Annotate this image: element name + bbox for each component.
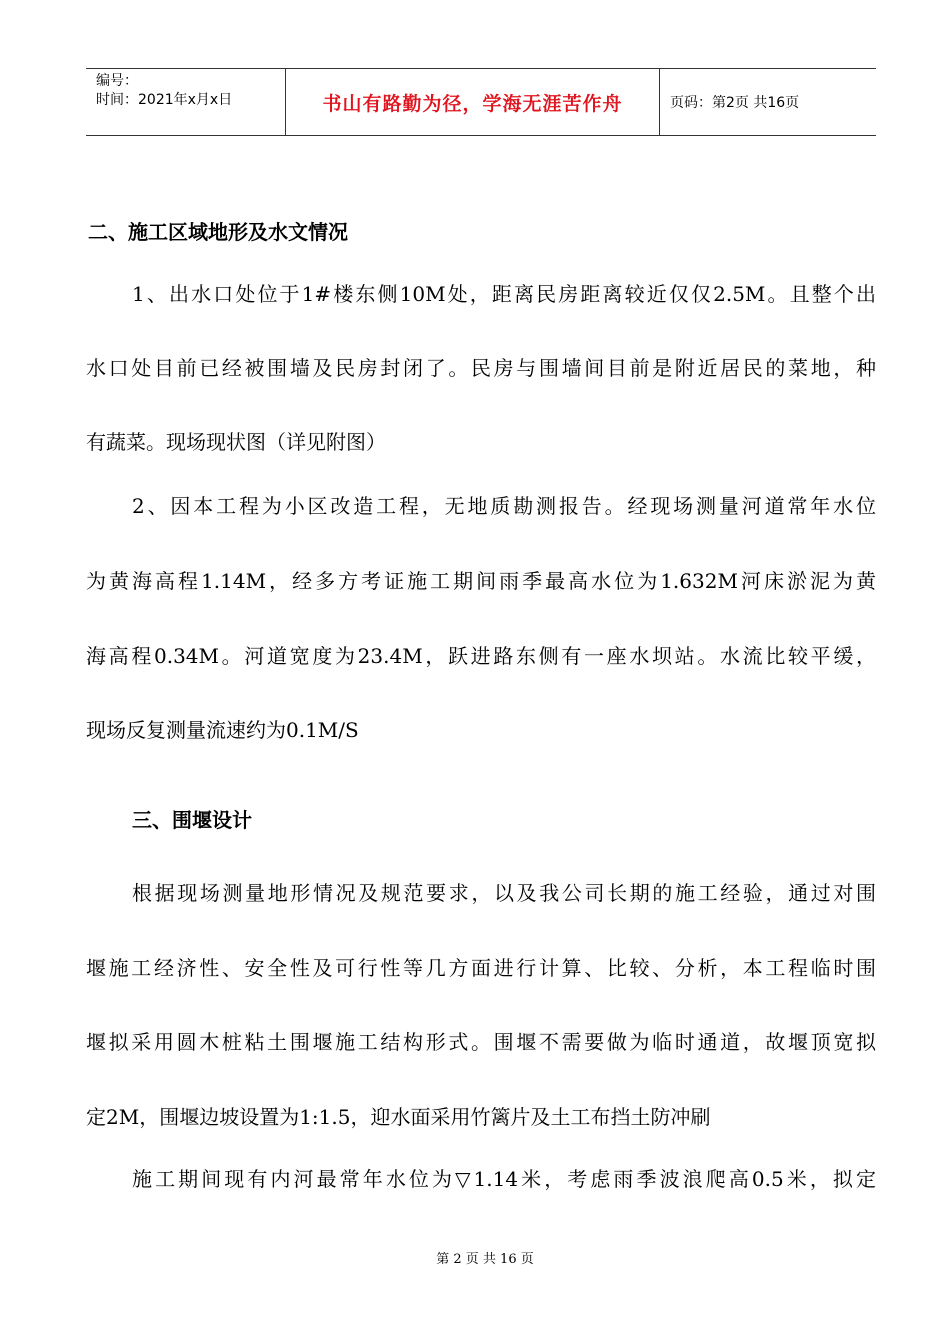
section-3-line-2: 堰施工经济性、安全性及可行性等几方面进行计算、比较、分析，本工程临时围: [86, 956, 876, 980]
section-2-line-2: 水口处目前已经被围墙及民房封闭了。民房与围墙间目前是附近居民的菜地，种: [86, 356, 876, 380]
document-time-label: 时间：2021年x月x日: [96, 92, 233, 108]
section-2-line-7: 现场反复测量流速约为0.1M/S: [86, 718, 359, 742]
section-2-line-4: 2、因本工程为小区改造工程，无地质勘测报告。经现场测量河道常年水位: [132, 494, 876, 518]
section-3-line-1: 根据现场测量地形情况及规范要求，以及我公司长期的施工经验，通过对围: [132, 881, 876, 905]
document-number-label: 编号：: [96, 73, 138, 89]
page-footer: 第 2 页 共 16 页: [436, 1252, 534, 1267]
page-header: [86, 68, 876, 136]
section-2-heading: 二、施工区域地形及水文情况: [88, 220, 348, 244]
header-motto: 书山有路勤为径，学海无涯苦作舟: [286, 69, 660, 135]
section-3-line-4: 定2M，围堰边坡设置为1:1.5，迎水面采用竹篱片及土工布挡土防冲刷: [86, 1105, 711, 1129]
section-2-line-6: 海高程0.34M。河道宽度为23.4M，跃进路东侧有一座水坝站。水流比较平缓，: [86, 644, 876, 668]
section-2-line-1: 1、出水口处位于1#楼东侧10M处，距离民房距离较近仅仅2.5M。且整个出: [132, 282, 876, 306]
section-3-line-5: 施工期间现有内河最常年水位为▽1.14米，考虑雨季波浪爬高0.5米，拟定: [132, 1167, 876, 1191]
section-2-line-3: 有蔬菜。现场现状图（详见附图）: [86, 430, 386, 454]
section-3-heading: 三、围堰设计: [132, 808, 252, 832]
section-2-line-5: 为黄海高程1.14M，经多方考证施工期间雨季最高水位为1.632M河床淤泥为黄: [86, 569, 876, 593]
header-page-info: 页码：第2页 共16页: [670, 95, 800, 111]
header-meta-cell: [86, 69, 286, 135]
section-3-line-3: 堰拟采用圆木桩粘土围堰施工结构形式。围堰不需要做为临时通道，故堰顶宽拟: [86, 1030, 876, 1054]
